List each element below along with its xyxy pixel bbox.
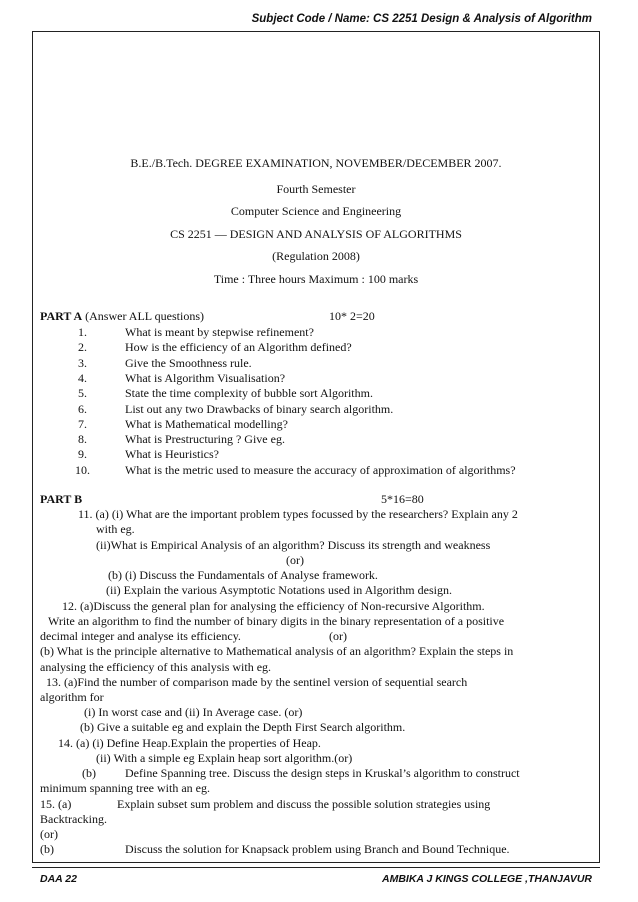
- q12-or: (or): [329, 629, 347, 643]
- q12-line-4: (b) What is the principle alternative to Mathematical analysis of an algorithm? Explain the steps in: [40, 644, 514, 658]
- q11-line-1: 11. (a) (i) What are the important problem types focussed by the researchers? Explain any 2: [78, 507, 518, 521]
- page-header: Subject Code / Name: CS 2251 Design & Analysis of Algorithm: [251, 13, 592, 25]
- q11-line-2: with eg.: [96, 522, 135, 536]
- part-a-heading: PART A: [40, 309, 83, 323]
- part-a-question-text: What is the metric used to measure the accuracy of approximation of algorithms?: [125, 463, 516, 477]
- q14-line-3: Define Spanning tree. Discuss the design steps in Kruskal’s algorithm to construct: [125, 766, 520, 780]
- q14-line-2: (ii) With a simple eg Explain heap sort algorithm.(or): [96, 751, 353, 765]
- q11-line-3: (ii)What is Empirical Analysis of an algorithm? Discuss its strength and weakness: [96, 538, 491, 552]
- part-a-question-number: 8.: [78, 432, 87, 446]
- part-a-question-number: 9.: [78, 447, 87, 461]
- part-a-question-number: 5.: [78, 386, 87, 400]
- q15-or: (or): [40, 827, 58, 841]
- part-a-instruction: (Answer ALL questions): [85, 309, 205, 323]
- semester: Fourth Semester: [276, 182, 356, 196]
- q11-line-5: (ii) Explain the various Asymptotic Notations used in Algorithm design.: [106, 583, 452, 597]
- part-a-question-text: What is Heuristics?: [125, 447, 219, 461]
- footer-left: DAA 22: [40, 873, 77, 885]
- q12-line-5: analysing the efficiency of this analysis with eg.: [40, 660, 272, 674]
- part-a-question-number: 2.: [78, 340, 87, 354]
- q13-line-3: (i) In worst case and (ii) In Average case. (or): [84, 705, 303, 719]
- part-a-question-number: 3.: [78, 356, 87, 370]
- q12-line-3: decimal integer and analyse its efficiency.: [40, 629, 241, 643]
- part-a-question-number: 1.: [78, 325, 87, 339]
- q15-line-3-label: (b): [40, 842, 54, 856]
- part-a-heading-row: [40, 309, 204, 324]
- part-a-question-text: What is Algorithm Visualisation?: [125, 371, 286, 385]
- q14-line-4: minimum spanning tree with an eg.: [40, 781, 210, 795]
- q12-line-1: 12. (a)Discuss the general plan for analysing the efficiency of Non-recursive Algorithm.: [62, 599, 485, 613]
- q15-line-1-label: 15. (a): [40, 797, 72, 811]
- part-b-heading: PART B: [40, 492, 83, 506]
- footer-divider: [32, 867, 600, 868]
- part-a-question-text: How is the efficiency of an Algorithm defined?: [125, 340, 352, 354]
- footer-right: AMBIKA J KINGS COLLEGE ,THANJAVUR: [381, 873, 592, 885]
- part-a-question-number: 6.: [78, 402, 87, 416]
- q14-line-3-label: (b): [82, 766, 96, 780]
- part-a-question-number: 4.: [78, 371, 87, 385]
- part-a-question-text: State the time complexity of bubble sort Algorithm.: [125, 386, 373, 400]
- part-a-question-text: What is Mathematical modelling?: [125, 417, 288, 431]
- q15-line-2: Backtracking.: [40, 812, 107, 826]
- q12-line-2: Write an algorithm to find the number of binary digits in the binary representation of a positive: [48, 614, 505, 628]
- part-a-question-text: Give the Smoothness rule.: [125, 356, 252, 370]
- q14-line-1: 14. (a) (i) Define Heap.Explain the properties of Heap.: [58, 736, 321, 750]
- part-b-marks: 5*16=80: [381, 492, 424, 506]
- part-a-question-number: 7.: [78, 417, 87, 431]
- regulation: (Regulation 2008): [272, 249, 360, 263]
- part-a-question-text: What is Prestructuring ? Give eg.: [125, 432, 285, 446]
- time-and-marks: Time : Three hours Maximum : 100 marks: [213, 272, 419, 286]
- exam-title: B.E./B.Tech. DEGREE EXAMINATION, NOVEMBER/DECEMBER 2007.: [130, 156, 502, 170]
- q15-line-3: Discuss the solution for Knapsack problem using Branch and Bound Technique.: [125, 842, 510, 856]
- part-a-question-number: 10.: [75, 463, 90, 477]
- q11-or: (or): [286, 553, 304, 567]
- q13-line-4: (b) Give a suitable eg and explain the Depth First Search algorithm.: [80, 720, 406, 734]
- q11-line-4: (b) (i) Discuss the Fundamentals of Analyse framework.: [108, 568, 378, 582]
- part-a-marks: 10* 2=20: [329, 309, 375, 323]
- part-a-question-text: List out any two Drawbacks of binary search algorithm.: [125, 402, 394, 416]
- q15-line-1: Explain subset sum problem and discuss the possible solution strategies using: [117, 797, 491, 811]
- department: Computer Science and Engineering: [230, 204, 402, 218]
- part-a-question-text: What is meant by stepwise refinement?: [125, 325, 314, 339]
- q13-line-2: algorithm for: [40, 690, 104, 704]
- course-title: CS 2251 — DESIGN AND ANALYSIS OF ALGORITHMS: [170, 227, 462, 241]
- q13-line-1: 13. (a)Find the number of comparison made by the sentinel version of sequential search: [46, 675, 468, 689]
